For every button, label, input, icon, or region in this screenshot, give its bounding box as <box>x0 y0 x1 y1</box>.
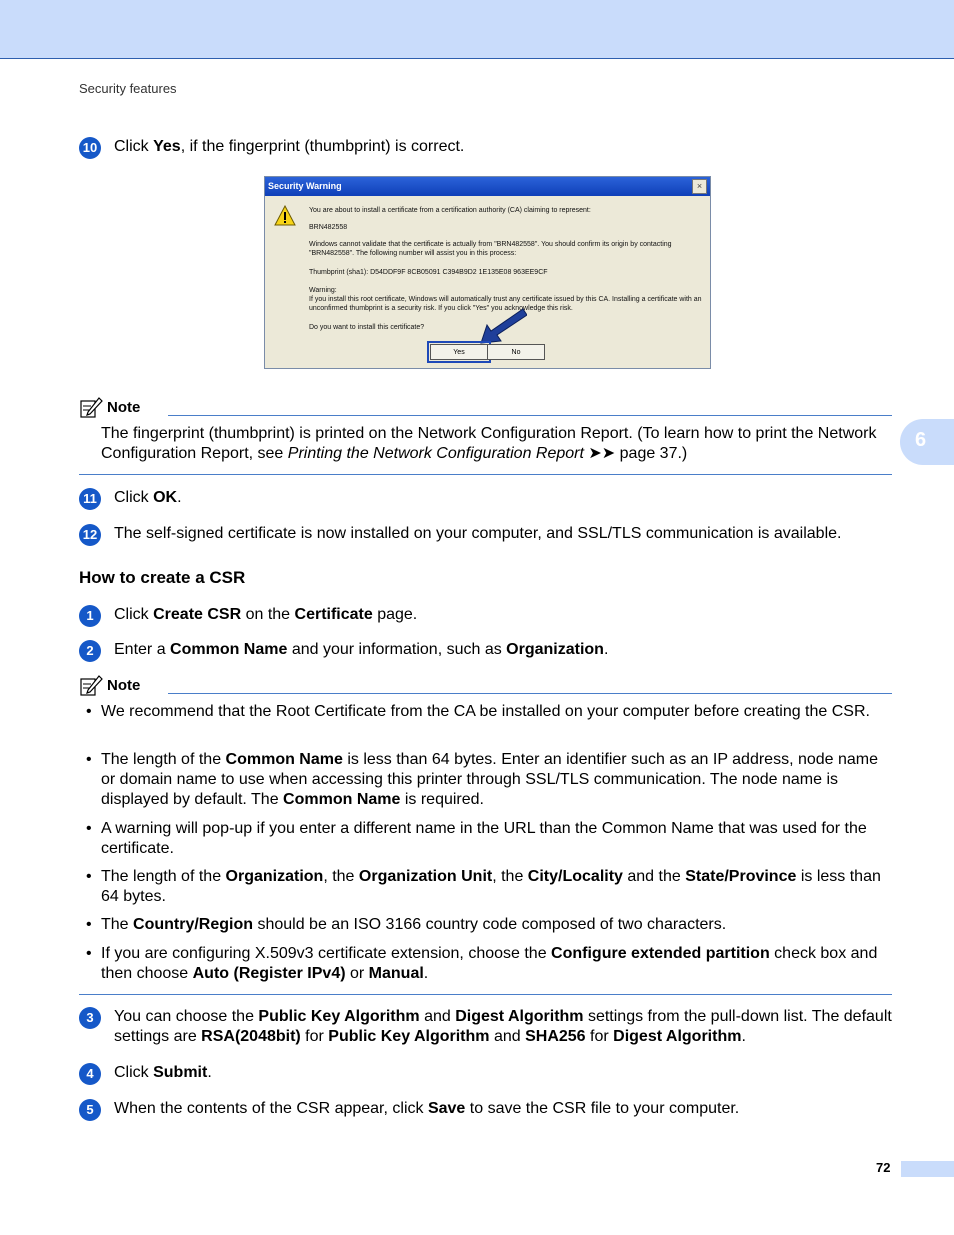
step-text: Click Submit. <box>114 1064 212 1081</box>
dialog-title: Security Warning <box>265 177 710 196</box>
step-text: Click OK. <box>114 489 182 506</box>
section-heading: How to create a CSR <box>79 568 246 587</box>
dialog-thumbprint: Thumbprint (sha1): D54DDF9F 8CB05091 C394B9D2 1E135E08 963EE9CF <box>309 269 548 276</box>
note-top-rule <box>168 415 892 416</box>
note-pencil-icon <box>79 397 103 419</box>
step-text: You can choose the Public Key Algorithm and Digest Algorithm settings from the pull-down list. The default settings are RSA(2048bit) for Public Key Algorithm and SHA256 for Digest Algorithm. <box>114 1008 892 1045</box>
page-number-tab <box>901 1161 954 1177</box>
step-number: 4 <box>79 1063 101 1085</box>
chapter-number: 6 <box>915 429 927 451</box>
dialog-line-3: Windows cannot validate that the certificate is actually from "BRN482558". You should confirm its origin by contacting "BRN482558". The following number will assist you in this process: <box>309 241 672 257</box>
no-button[interactable]: No <box>487 344 545 360</box>
step-text: The self-signed certificate is now installed on your computer, and SSL/TLS communication is available. <box>114 525 842 542</box>
step-text: Click Yes, if the fingerprint (thumbprint) is correct. <box>114 138 465 155</box>
yes-button[interactable]: Yes <box>430 344 488 360</box>
note-heading: Note <box>79 675 140 697</box>
step-number: 11 <box>79 488 101 510</box>
step-number: 2 <box>79 640 101 662</box>
header-band <box>0 0 954 59</box>
running-header: Security features <box>79 81 177 96</box>
step-number: 5 <box>79 1099 101 1121</box>
dialog-question: Do you want to install this certificate? <box>309 324 425 331</box>
step-text: When the contents of the CSR appear, click Save to save the CSR file to your computer. <box>114 1100 740 1117</box>
step-number: 12 <box>79 524 101 546</box>
step-number: 1 <box>79 605 101 627</box>
step-number: 10 <box>79 137 101 159</box>
arrow-icon <box>477 307 527 345</box>
dialog-line-1: You are about to install a certificate from a certification authority (CA) claiming to represent: <box>309 207 591 214</box>
page-number: 72 <box>876 1160 891 1175</box>
note-pencil-icon <box>79 675 103 697</box>
note-bottom-rule <box>79 994 892 995</box>
dialog-line-2: BRN482558 <box>309 224 348 231</box>
step-text: Enter a Common Name and your information, such as Organization. <box>114 641 609 658</box>
dialog-warning-text: If you install this root certificate, Windows will automatically trust any certificate issued by this CA. Installing a certificate with an unconfirmed thumbprint is a security risk. If you click "Yes" you acknowledge this risk. <box>309 296 702 312</box>
dialog-warning-label: Warning: <box>309 287 337 294</box>
note-bottom-rule <box>79 474 892 475</box>
note-top-rule <box>168 693 892 694</box>
security-warning-dialog <box>264 176 711 369</box>
chapter-tab <box>900 419 954 465</box>
note-text: The fingerprint (thumbprint) is printed on the Network Configuration Report. (To learn how to print the Network Configuration Report, see Printing the Network Configuration Report ➤➤ page 37.) <box>101 425 877 462</box>
warning-icon <box>274 205 296 227</box>
note-heading: Note <box>79 397 140 419</box>
step-number: 3 <box>79 1007 101 1029</box>
close-icon[interactable]: × <box>692 179 707 194</box>
step-text: Click Create CSR on the Certificate page. <box>114 606 418 623</box>
